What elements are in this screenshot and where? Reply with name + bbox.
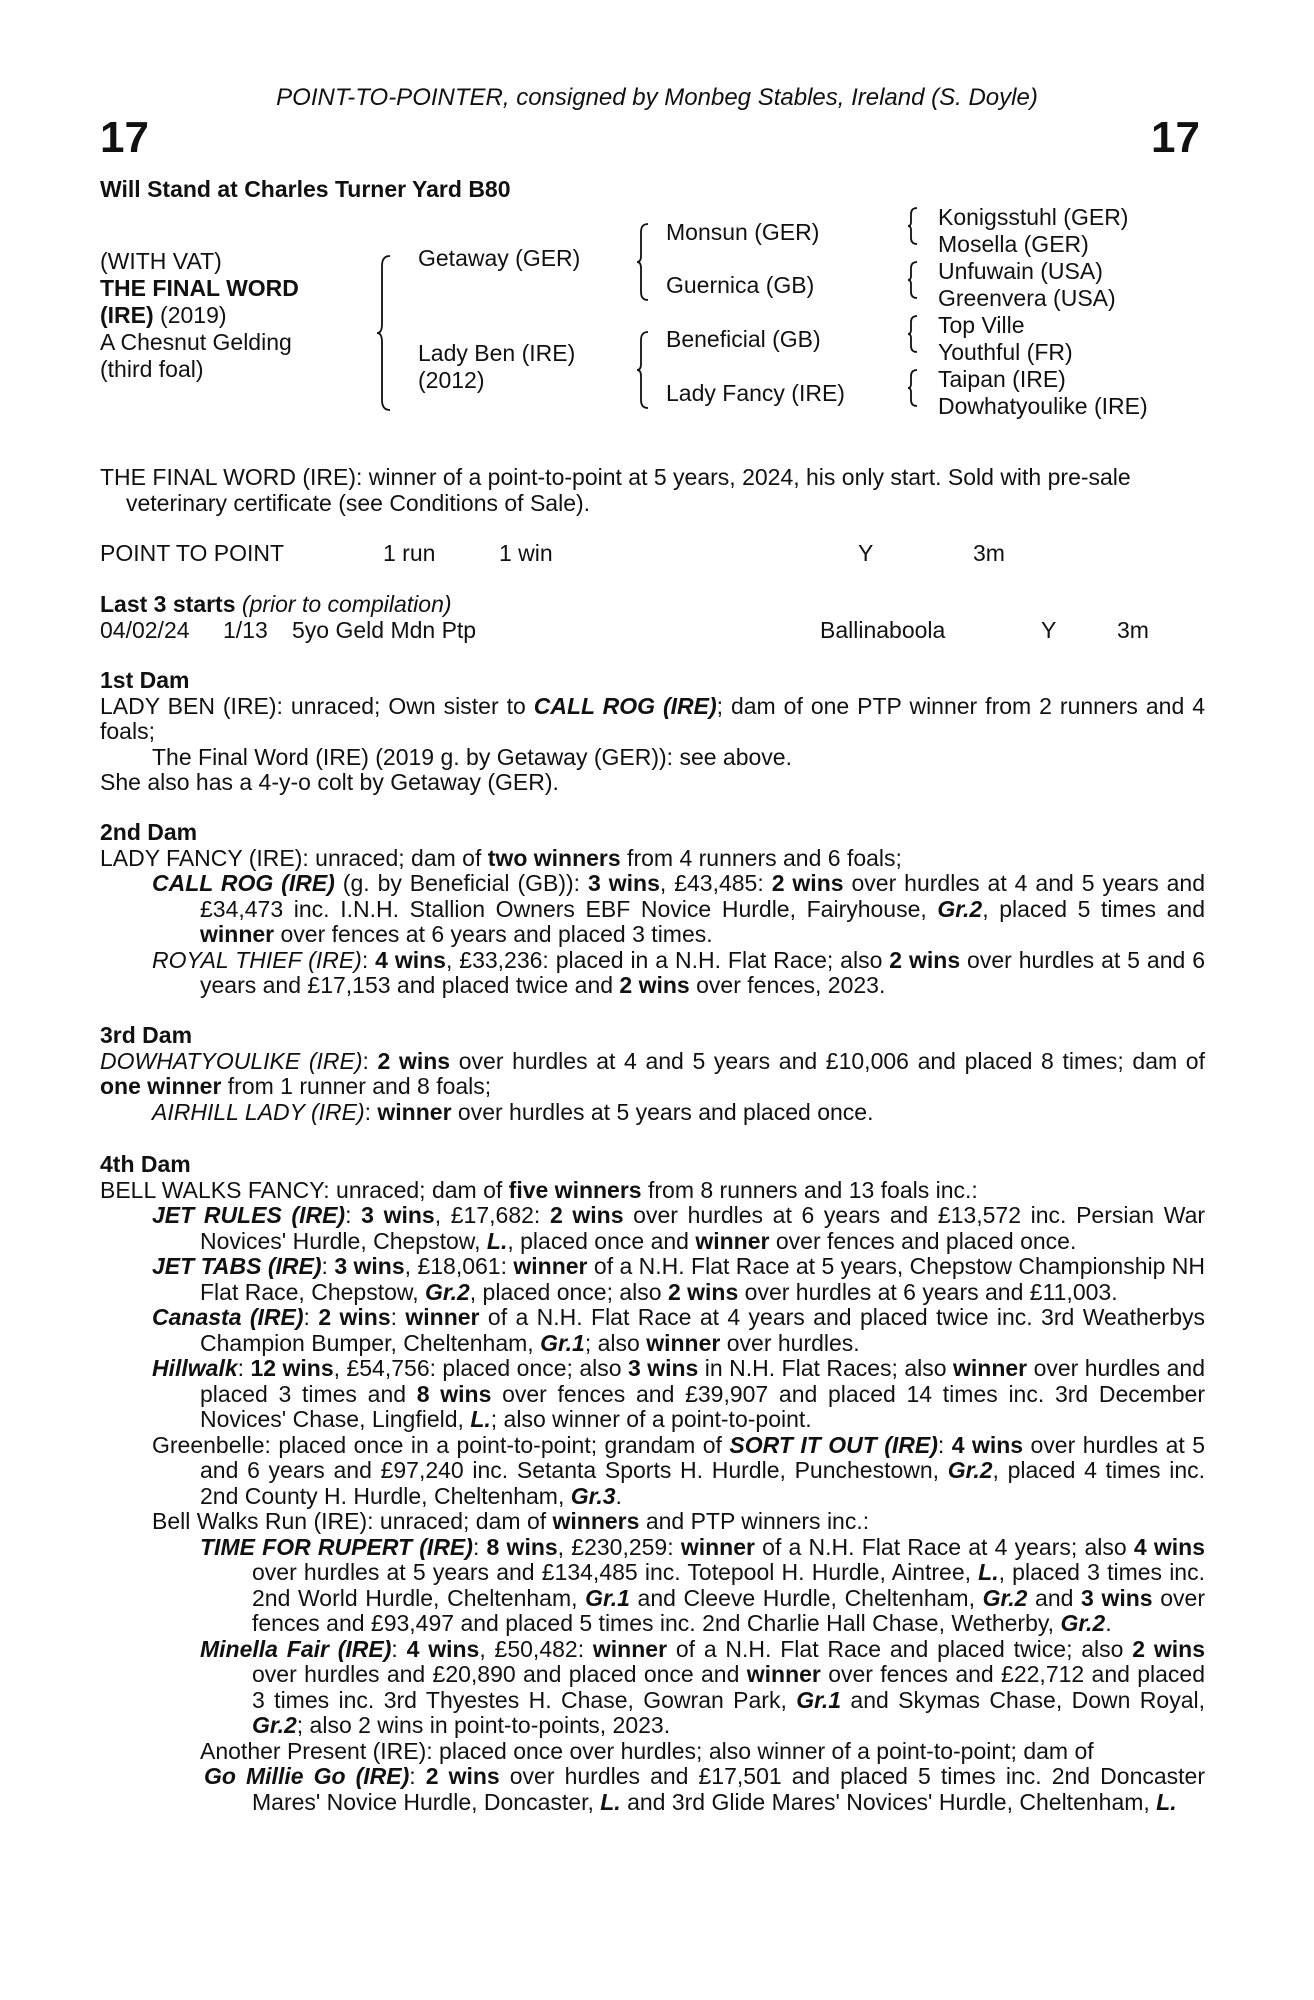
pedigree-brace-main [376,254,392,412]
summary-text: THE FINAL WORD (IRE): winner of a point-to-point at 5 years, 2024, his only start. Sold with pre-sale veterinary certificate (see Conditions of Sale). [100,464,1131,516]
first-dam-line1: LADY BEN (IRE): unraced; Own sister to CALL ROG (IRE); dam of one PTP winner from 2 runners and 4 foals; [100,692,1205,744]
vat-note: (WITH VAT) [100,248,222,274]
first-dam-line3: She also has a 4-y-o colt by Getaway (GER). [100,769,559,795]
last-starts-note: (prior to compilation) [241,591,452,617]
horse-year: (2019) [153,302,227,328]
pedigree-sss: Konigsstuhl (GER) [938,204,1129,230]
last-start-going: Y [1041,617,1057,643]
pedigree-sire-dam: Guernica (GB) [666,272,815,298]
second-dam-royal-thief: ROYAL THIEF (IRE): 4 wins, £33,236: placed in a N.H. Flat Race; also 2 wins over hurdles at 5 and 6 years and £17,153 and placed twice and 2 wins over fences, 2023. [152,946,1205,998]
pedigree-dam-year: (2012) [418,367,485,393]
first-dam-line2: The Final Word (IRE) (2019 g. by Getaway (GER)): see above. [152,743,792,770]
pedigree-dss: Top Ville [938,312,1025,338]
fourth-dam-jet-rules: JET RULES (IRE): 3 wins, £17,682: 2 wins over hurdles at 6 years and £13,572 inc. Persian War Novices' Hurdle, Chepstow, L., placed once and winner over fences and placed once. [152,1202,1206,1254]
pedigree-sire-sire: Monsun (GER) [666,219,820,245]
pedigree-ssd: Mosella (GER) [938,231,1089,257]
fourth-dam-go-millie-go: Go Millie Go (IRE): 2 wins over hurdles and £17,501 and placed 5 times inc. 2nd Doncaster Mares' Novice Hurdle, Doncaster, L. and 3rd Glide Mares' Novices' Hurdle, Cheltenham, L. [204,1763,1205,1815]
lot-number-right: 17 [1151,113,1200,162]
standing-location: Will Stand at Charles Turner Yard B80 [100,176,511,202]
pedigree-sire: Getaway (GER) [418,245,581,271]
first-dam-section [100,668,1205,796]
horse-foal: (third foal) [100,356,204,382]
second-dam-intro: LADY FANCY (IRE): unraced; dam of two winners from 4 runners and 6 foals; [100,844,902,871]
record-going: Y [858,540,874,566]
pedigree-brace-ds [907,314,919,354]
second-dam-call-rog: CALL ROG (IRE) (g. by Beneficial (GB)): 3 wins, £43,485: 2 wins over hurdles at 4 and 5 years and £34,473 inc. I.N.H. Stallion Owners EBF Novice Hurdle, Fairyhouse, Gr.2, placed 5 times and winner over fences at 6 years and placed 3 times. [152,870,1206,947]
third-dam-heading: 3rd Dam [100,1022,193,1048]
fourth-dam-heading: 4th Dam [100,1151,191,1177]
lot-number-left: 17 [100,113,149,162]
fourth-dam-section [100,1152,1205,1815]
record-distance: 3m [973,540,1005,566]
consignor-line: POINT-TO-POINTER, consigned by Monbeg Stables, Ireland (S. Doyle) [276,84,1038,111]
fourth-dam-canasta: Canasta (IRE): 2 wins: winner of a N.H. Flat Race at 4 years and placed twice inc. 3rd Weatherbys Champion Bumper, Cheltenham, Gr.1; also winner over hurdles. [152,1304,1205,1356]
third-dam-line: DOWHATYOULIKE (IRE): 2 wins over hurdles at 4 and 5 years and £10,006 and placed 8 times; dam of one winner from 1 runner and 8 foals; [100,1047,1205,1099]
last-starts-title: Last 3 starts [100,591,236,617]
pedigree-brace-sire [636,222,650,302]
second-dam-heading: 2nd Dam [100,819,198,845]
pedigree-dsd: Youthful (FR) [938,339,1073,365]
fourth-dam-intro: BELL WALKS FANCY: unraced; dam of five winners from 8 runners and 13 foals inc.: [100,1176,978,1203]
horse-summary [100,465,1205,516]
horse-name: THE FINAL WORD [100,275,299,301]
pedigree-dam-dam: Lady Fancy (IRE) [666,380,845,406]
fourth-dam-greenbelle: Greenbelle: placed once in a point-to-point; grandam of SORT IT OUT (IRE): 4 wins over hurdles at 5 and 6 years and £97,240 inc. Setanta Sports H. Hurdle, Punchestown, Gr.2, placed 4 times inc. 2nd County H. Hurdle, Cheltenham, Gr.3. [152,1431,1205,1509]
last-start-position: 1/13 [223,617,268,643]
third-dam-airhill: AIRHILL LADY (IRE): winner over hurdles at 5 years and placed once. [152,1098,874,1125]
fourth-dam-bell-walks-run: Bell Walks Run (IRE): unraced; dam of winners and PTP winners inc.: [152,1508,870,1534]
pedigree-brace-sd [907,260,919,300]
last-start-distance: 3m [1117,617,1149,643]
record-label: POINT TO POINT [100,540,285,566]
record-runs: 1 run [383,540,436,566]
pedigree-ddd: Dowhatyoulike (IRE) [938,393,1148,419]
horse-description: A Chesnut Gelding [100,329,292,355]
record-wins: 1 win [499,540,553,566]
pedigree-dam: Lady Ben (IRE) [418,340,576,366]
pedigree-brace-ss [907,206,919,246]
pedigree-dam-sire: Beneficial (GB) [666,326,821,352]
pedigree-dds: Taipan (IRE) [938,366,1066,392]
pedigree-sds: Unfuwain (USA) [938,258,1103,284]
first-dam-heading: 1st Dam [100,667,190,693]
third-dam-section [100,1023,1205,1125]
pedigree-brace-dam [636,330,650,410]
horse-identity [100,248,299,383]
pedigree-brace-dd [907,368,919,408]
last-start-date: 04/02/24 [100,617,190,643]
fourth-dam-another-present: Another Present (IRE): placed once over hurdles; also winner of a point-to-point; dam of [200,1737,1094,1764]
last-start-course: Ballinaboola [820,617,946,643]
pedigree-sdd: Greenvera (USA) [938,285,1116,311]
horse-suffix: (IRE) [100,302,154,328]
fourth-dam-minella-fair: Minella Fair (IRE): 4 wins, £50,482: winner of a N.H. Flat Race and placed twice; also 2 wins over hurdles and £20,890 and placed once and winner over fences and £22,712 and placed 3 times inc. 3rd Thyestes H. Chase, Gowran Park, Gr.1 and Skymas Chase, Down Royal, Gr.2; also 2 wins in point-to-points, 2023. [200,1635,1206,1738]
fourth-dam-jet-tabs: JET TABS (IRE): 3 wins, £18,061: winner of a N.H. Flat Race at 5 years, Chepstow Championship NH Flat Race, Chepstow, Gr.2, placed once; also 2 wins over hurdles at 6 years and £11,003. [152,1253,1205,1305]
fourth-dam-time-for-rupert: TIME FOR RUPERT (IRE): 8 wins, £230,259: winner of a N.H. Flat Race at 4 years; also 4 wins over hurdles at 5 years and £134,485 inc. Totepool H. Hurdle, Aintree, L., placed 3 times inc. 2nd World Hurdle, Cheltenham, Gr.1 and Cleeve Hurdle, Cheltenham, Gr.2 and 3 wins over fences and £93,497 and placed 5 times inc. 2nd Charlie Hall Chase, Wetherby, Gr.2. [200,1533,1205,1636]
second-dam-section [100,820,1205,999]
last-start-race: 5yo Geld Mdn Ptp [292,617,477,643]
fourth-dam-hillwalk: Hillwalk: 12 wins, £54,756: placed once; also 3 wins in N.H. Flat Races; also winner over hurdles and placed 3 times and 8 wins over fences and £39,907 and placed 14 times inc. 3rd December Novices' Chase, Lingfield, L.; also winner of a point-to-point. [152,1355,1205,1432]
last-starts-heading [100,592,452,617]
